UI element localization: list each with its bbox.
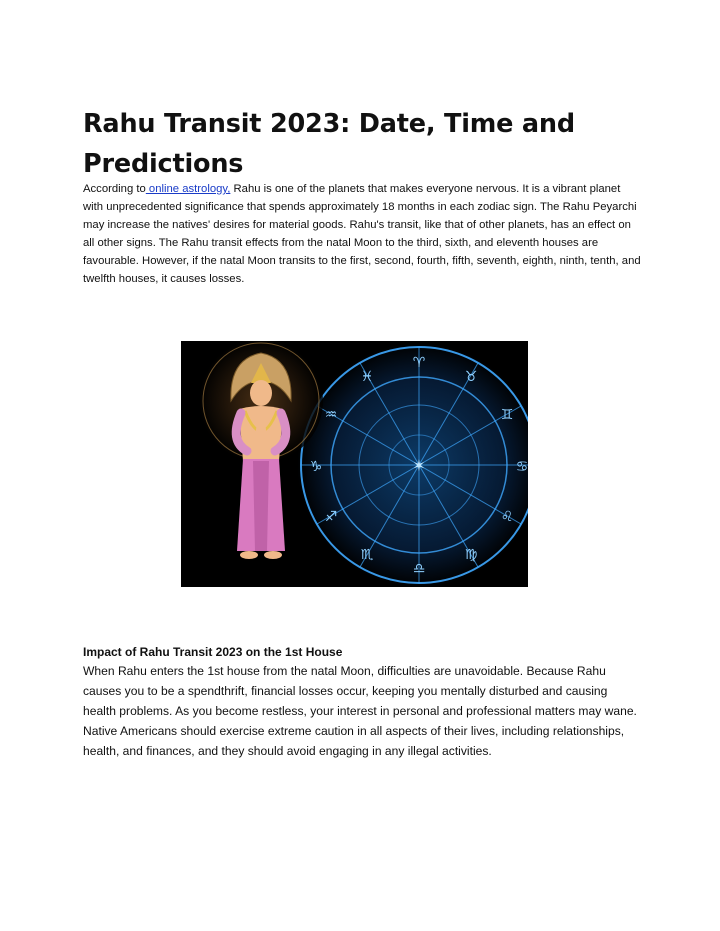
intro-prefix: According to xyxy=(83,183,146,195)
intro-paragraph xyxy=(83,180,643,288)
svg-text:♉: ♉ xyxy=(464,369,478,385)
rahu-zodiac-illustration xyxy=(181,341,528,587)
svg-text:♐: ♐ xyxy=(324,509,338,525)
svg-text:♑: ♑ xyxy=(309,459,323,475)
svg-text:♒: ♒ xyxy=(324,407,338,423)
svg-text:♎: ♎ xyxy=(412,561,426,577)
svg-text:♌: ♌ xyxy=(500,509,514,525)
svg-text:♈: ♈ xyxy=(412,355,426,371)
section-heading: Impact of Rahu Transit 2023 on the 1st House xyxy=(83,645,343,659)
svg-text:♏: ♏ xyxy=(360,547,374,563)
svg-text:♊: ♊ xyxy=(500,407,514,423)
svg-text:♋: ♋ xyxy=(515,459,528,475)
section-body: When Rahu enters the 1st house from the natal Moon, difficulties are unavoidable. Because Rahu causes you to be a spendthrift, financial losses occur, keeping you mentally disturbed and causing health problems. As you become restless, your interest in personal and professional matters may wane. Native Americans should exercise extreme caution in all aspects of their lives, including relationships, health, and finances, and they should avoid engaging in any illegal activities. xyxy=(83,664,637,758)
article-title: Rahu Transit 2023: Date, Time and Predictions xyxy=(83,109,575,179)
online-astrology-link[interactable]: online astrology, xyxy=(145,183,231,195)
svg-text:✶: ✶ xyxy=(412,456,426,475)
svg-text:♓: ♓ xyxy=(360,369,374,385)
intro-rest: Rahu is one of the planets that makes everyone nervous. It is a vibrant planet with unprecedented significance that spends approximately 18 months in each zodiac sign. The Rahu Peyarchi may increase the natives' desires for material goods. Rahu's transit, like that of other planets, has an effect on all other signs. The Rahu transit effects from the natal Moon to the third, sixth, and eleventh houses are favourable. However, if the natal Moon transits to the first, second, fourth, fifth, seventh, eighth, ninth, tenth, and twelfth houses, it causes losses. xyxy=(83,183,641,285)
rahu-zodiac-image xyxy=(181,341,528,587)
svg-text:♍: ♍ xyxy=(464,547,478,563)
